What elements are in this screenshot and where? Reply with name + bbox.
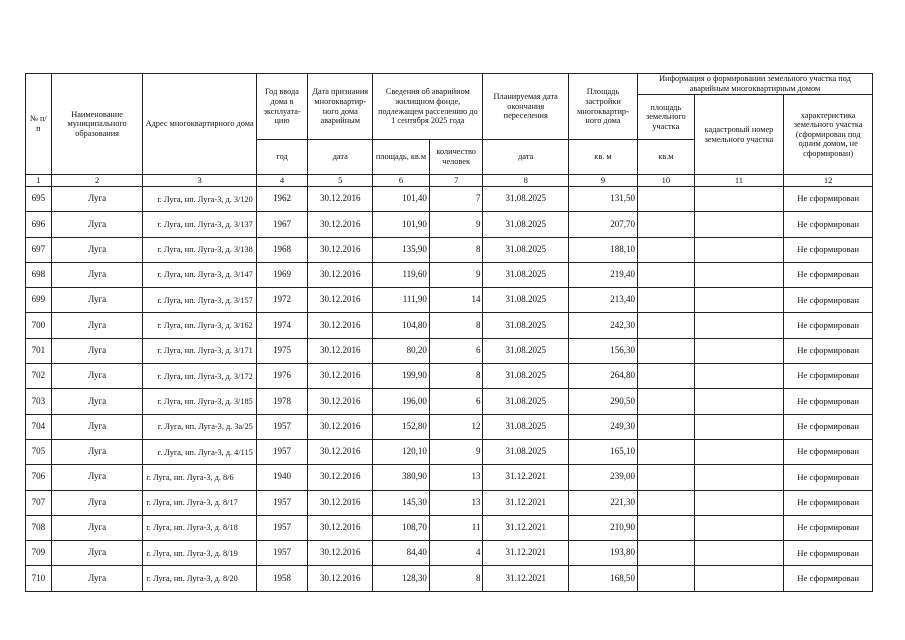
- address-cell: г. Луга, нп. Луга-3, д. 3/172: [143, 364, 256, 389]
- recognition-date-cell: 30.12.2016: [308, 364, 373, 389]
- table-row: [26, 212, 873, 237]
- area-cell: 119,60: [373, 262, 430, 287]
- year-cell: 1957: [256, 541, 308, 566]
- row-number: 707: [26, 490, 52, 515]
- land-area-cell: [638, 515, 695, 540]
- status-cell: Не сформирован: [784, 262, 873, 287]
- planned-date-cell: 31.08.2025: [483, 439, 569, 464]
- area-cell: 196,00: [373, 389, 430, 414]
- people-count-cell: 12: [429, 414, 483, 439]
- header-land-area: площадь земельного участка: [638, 95, 695, 140]
- recognition-date-cell: 30.12.2016: [308, 541, 373, 566]
- year-cell: 1962: [256, 187, 308, 212]
- year-cell: 1972: [256, 288, 308, 313]
- column-number: 2: [51, 175, 143, 187]
- planned-date-cell: 31.12.2021: [483, 515, 569, 540]
- area-cell: 111,90: [373, 288, 430, 313]
- planned-date-cell: 31.12.2021: [483, 490, 569, 515]
- header-recognition-date: Дата признания многоквартир-ного дома аварийным: [308, 74, 373, 140]
- building-area-cell: 207,70: [568, 212, 637, 237]
- cadastral-cell: [694, 414, 784, 439]
- area-cell: 101,90: [373, 212, 430, 237]
- land-area-cell: [638, 364, 695, 389]
- address-cell: г. Луга, нп. Луга-3, д. 4/115: [143, 439, 256, 464]
- recognition-date-cell: 30.12.2016: [308, 389, 373, 414]
- recognition-date-cell: 30.12.2016: [308, 237, 373, 262]
- address-cell: г. Луга, нп. Луга-3, д. 8/6: [143, 465, 256, 490]
- cadastral-cell: [694, 338, 784, 363]
- recognition-date-cell: 30.12.2016: [308, 212, 373, 237]
- unit-land-area: кв.м: [638, 140, 695, 175]
- land-area-cell: [638, 541, 695, 566]
- unit-people: количество человек: [429, 140, 483, 175]
- municipality-cell: Луга: [51, 212, 143, 237]
- status-cell: Не сформирован: [784, 187, 873, 212]
- recognition-date-cell: 30.12.2016: [308, 566, 373, 591]
- cadastral-cell: [694, 313, 784, 338]
- people-count-cell: 9: [429, 212, 483, 237]
- land-area-cell: [638, 338, 695, 363]
- table-row: [26, 439, 873, 464]
- year-cell: 1968: [256, 237, 308, 262]
- people-count-cell: 8: [429, 364, 483, 389]
- planned-date-cell: 31.08.2025: [483, 187, 569, 212]
- area-cell: 380,90: [373, 465, 430, 490]
- planned-date-cell: 31.12.2021: [483, 541, 569, 566]
- status-cell: Не сформирован: [784, 313, 873, 338]
- status-cell: Не сформирован: [784, 490, 873, 515]
- header-characteristic: характеристика земельного участка (сформирован под одним домом, не сформирован): [784, 95, 873, 175]
- year-cell: 1976: [256, 364, 308, 389]
- recognition-date-cell: 30.12.2016: [308, 439, 373, 464]
- municipality-cell: Луга: [51, 566, 143, 591]
- table-row: [26, 541, 873, 566]
- table-row: [26, 490, 873, 515]
- building-area-cell: 193,80: [568, 541, 637, 566]
- year-cell: 1957: [256, 490, 308, 515]
- row-number: 706: [26, 465, 52, 490]
- header-building-area: Площадь застройки многоквартир-ного дома: [568, 74, 637, 140]
- column-number: 9: [568, 175, 637, 187]
- cadastral-cell: [694, 439, 784, 464]
- status-cell: Не сформирован: [784, 541, 873, 566]
- unit-date: дата: [308, 140, 373, 175]
- address-cell: г. Луга, нп. Луга-3, д. 3/137: [143, 212, 256, 237]
- municipality-cell: Луга: [51, 313, 143, 338]
- table-row: [26, 288, 873, 313]
- status-cell: Не сформирован: [784, 212, 873, 237]
- address-cell: г. Луга, нп. Луга-3, д. 8/17: [143, 490, 256, 515]
- column-number: 8: [483, 175, 569, 187]
- building-area-cell: 264,80: [568, 364, 637, 389]
- area-cell: 145,30: [373, 490, 430, 515]
- row-number: 696: [26, 212, 52, 237]
- land-area-cell: [638, 566, 695, 591]
- municipality-cell: Луга: [51, 389, 143, 414]
- table-row: [26, 187, 873, 212]
- people-count-cell: 9: [429, 439, 483, 464]
- area-cell: 84,40: [373, 541, 430, 566]
- row-number: 703: [26, 389, 52, 414]
- municipality-cell: Луга: [51, 262, 143, 287]
- land-area-cell: [638, 187, 695, 212]
- address-cell: г. Луга, нп. Луга-3, д. 8/18: [143, 515, 256, 540]
- address-cell: г. Луга, нп. Луга-3, д. 3/147: [143, 262, 256, 287]
- area-cell: 104,80: [373, 313, 430, 338]
- address-cell: г. Луга, нп. Луга-3, д. 3/138: [143, 237, 256, 262]
- recognition-date-cell: 30.12.2016: [308, 338, 373, 363]
- planned-date-cell: 31.08.2025: [483, 389, 569, 414]
- building-area-cell: 219,40: [568, 262, 637, 287]
- recognition-date-cell: 30.12.2016: [308, 313, 373, 338]
- building-area-cell: 168,50: [568, 566, 637, 591]
- column-number: 12: [784, 175, 873, 187]
- area-cell: 120,10: [373, 439, 430, 464]
- area-cell: 152,80: [373, 414, 430, 439]
- column-number: 10: [638, 175, 695, 187]
- planned-date-cell: 31.08.2025: [483, 313, 569, 338]
- year-cell: 1957: [256, 439, 308, 464]
- address-cell: г. Луга, нп. Луга-3, д. 8/20: [143, 566, 256, 591]
- area-cell: 108,70: [373, 515, 430, 540]
- building-area-cell: 213,40: [568, 288, 637, 313]
- building-area-cell: 239,00: [568, 465, 637, 490]
- people-count-cell: 8: [429, 313, 483, 338]
- row-number: 695: [26, 187, 52, 212]
- column-number: 11: [694, 175, 784, 187]
- municipality-cell: Луга: [51, 338, 143, 363]
- header-planned-date: Планируемая дата окончания переселения: [483, 74, 569, 140]
- municipality-cell: Луга: [51, 187, 143, 212]
- row-number: 699: [26, 288, 52, 313]
- status-cell: Не сформирован: [784, 439, 873, 464]
- table-row: [26, 262, 873, 287]
- row-number: 700: [26, 313, 52, 338]
- recognition-date-cell: 30.12.2016: [308, 465, 373, 490]
- column-number: 7: [429, 175, 483, 187]
- land-area-cell: [638, 313, 695, 338]
- municipality-cell: Луга: [51, 364, 143, 389]
- land-area-cell: [638, 465, 695, 490]
- year-cell: 1975: [256, 338, 308, 363]
- planned-date-cell: 31.08.2025: [483, 288, 569, 313]
- status-cell: Не сформирован: [784, 414, 873, 439]
- planned-date-cell: 31.08.2025: [483, 237, 569, 262]
- header-address: Адрес многоквартирного дома: [143, 74, 256, 175]
- building-area-cell: 290,50: [568, 389, 637, 414]
- address-cell: г. Луга, нп. Луга-3, д. 3/185: [143, 389, 256, 414]
- status-cell: Не сформирован: [784, 389, 873, 414]
- address-cell: г. Луга, нп. Луга-3, д. 3/157: [143, 288, 256, 313]
- land-area-cell: [638, 262, 695, 287]
- land-area-cell: [638, 212, 695, 237]
- people-count-cell: 14: [429, 288, 483, 313]
- table-row: [26, 465, 873, 490]
- planned-date-cell: 31.12.2021: [483, 465, 569, 490]
- building-area-cell: 188,10: [568, 237, 637, 262]
- people-count-cell: 7: [429, 187, 483, 212]
- planned-date-cell: 31.08.2025: [483, 364, 569, 389]
- municipality-cell: Луга: [51, 439, 143, 464]
- table-row: [26, 313, 873, 338]
- table-row: [26, 566, 873, 591]
- people-count-cell: 4: [429, 541, 483, 566]
- municipality-cell: Луга: [51, 288, 143, 313]
- header-cadastral: кадастровый номер земельного участка: [694, 95, 784, 175]
- building-area-cell: 131,50: [568, 187, 637, 212]
- table-row: [26, 364, 873, 389]
- table-row: [26, 237, 873, 262]
- land-area-cell: [638, 288, 695, 313]
- area-cell: 101,40: [373, 187, 430, 212]
- recognition-date-cell: 30.12.2016: [308, 262, 373, 287]
- table-row: [26, 338, 873, 363]
- planned-date-cell: 31.12.2021: [483, 566, 569, 591]
- building-area-cell: 165,10: [568, 439, 637, 464]
- address-cell: г. Луга, нп. Луга-3, д. 3/171: [143, 338, 256, 363]
- municipality-cell: Луга: [51, 490, 143, 515]
- land-area-cell: [638, 439, 695, 464]
- area-cell: 135,90: [373, 237, 430, 262]
- row-number: 705: [26, 439, 52, 464]
- cadastral-cell: [694, 237, 784, 262]
- people-count-cell: 11: [429, 515, 483, 540]
- cadastral-cell: [694, 288, 784, 313]
- people-count-cell: 8: [429, 237, 483, 262]
- people-count-cell: 13: [429, 490, 483, 515]
- planned-date-cell: 31.08.2025: [483, 414, 569, 439]
- unit-area: площадь, кв.м: [373, 140, 430, 175]
- people-count-cell: 13: [429, 465, 483, 490]
- year-cell: 1967: [256, 212, 308, 237]
- address-cell: г. Луга, нп. Луга-3, д. 3/162: [143, 313, 256, 338]
- building-area-cell: 156,30: [568, 338, 637, 363]
- building-area-cell: 210,90: [568, 515, 637, 540]
- cadastral-cell: [694, 187, 784, 212]
- year-cell: 1940: [256, 465, 308, 490]
- municipality-cell: Луга: [51, 515, 143, 540]
- land-area-cell: [638, 490, 695, 515]
- status-cell: Не сформирован: [784, 566, 873, 591]
- status-cell: Не сформирован: [784, 288, 873, 313]
- recognition-date-cell: 30.12.2016: [308, 490, 373, 515]
- address-cell: г. Луга, нп. Луга-3, д. 8/19: [143, 541, 256, 566]
- table-row: [26, 414, 873, 439]
- column-number: 5: [308, 175, 373, 187]
- table-row: [26, 515, 873, 540]
- unit-planned: дата: [483, 140, 569, 175]
- row-number: 701: [26, 338, 52, 363]
- planned-date-cell: 31.08.2025: [483, 338, 569, 363]
- document-sheet: [25, 73, 873, 592]
- header-year-built: Год ввода дома в эксплуата-цию: [256, 74, 308, 140]
- status-cell: Не сформирован: [784, 364, 873, 389]
- column-number: 4: [256, 175, 308, 187]
- building-area-cell: 249,30: [568, 414, 637, 439]
- table-row: [26, 389, 873, 414]
- people-count-cell: 9: [429, 262, 483, 287]
- municipality-cell: Луга: [51, 414, 143, 439]
- year-cell: 1957: [256, 414, 308, 439]
- recognition-date-cell: 30.12.2016: [308, 515, 373, 540]
- municipality-cell: Луга: [51, 237, 143, 262]
- row-number: 709: [26, 541, 52, 566]
- planned-date-cell: 31.08.2025: [483, 212, 569, 237]
- year-cell: 1969: [256, 262, 308, 287]
- recognition-date-cell: 30.12.2016: [308, 187, 373, 212]
- column-number: 3: [143, 175, 256, 187]
- unit-build-area: кв. м: [568, 140, 637, 175]
- cadastral-cell: [694, 566, 784, 591]
- people-count-cell: 6: [429, 389, 483, 414]
- header-municipality: Наименование муниципального образования: [51, 74, 143, 175]
- cadastral-cell: [694, 490, 784, 515]
- year-cell: 1958: [256, 566, 308, 591]
- row-number: 704: [26, 414, 52, 439]
- header-num: № п/п: [26, 74, 52, 175]
- recognition-date-cell: 30.12.2016: [308, 414, 373, 439]
- people-count-cell: 6: [429, 338, 483, 363]
- cadastral-cell: [694, 515, 784, 540]
- row-number: 697: [26, 237, 52, 262]
- cadastral-cell: [694, 212, 784, 237]
- area-cell: 80,20: [373, 338, 430, 363]
- municipality-cell: Луга: [51, 541, 143, 566]
- unit-year: год: [256, 140, 308, 175]
- cadastral-cell: [694, 364, 784, 389]
- status-cell: Не сформирован: [784, 237, 873, 262]
- cadastral-cell: [694, 541, 784, 566]
- year-cell: 1974: [256, 313, 308, 338]
- row-number: 710: [26, 566, 52, 591]
- building-area-cell: 221,30: [568, 490, 637, 515]
- emergency-housing-table: [25, 73, 873, 592]
- row-number: 698: [26, 262, 52, 287]
- status-cell: Не сформирован: [784, 465, 873, 490]
- land-area-cell: [638, 414, 695, 439]
- header-emergency-info: Сведения об аварийном жилищном фонде, подлежащем расселению до 1 сентября 2025 года: [373, 74, 483, 140]
- recognition-date-cell: 30.12.2016: [308, 288, 373, 313]
- column-number: 6: [373, 175, 430, 187]
- row-number: 702: [26, 364, 52, 389]
- land-area-cell: [638, 389, 695, 414]
- cadastral-cell: [694, 262, 784, 287]
- area-cell: 128,30: [373, 566, 430, 591]
- people-count-cell: 8: [429, 566, 483, 591]
- row-number: 708: [26, 515, 52, 540]
- status-cell: Не сформирован: [784, 515, 873, 540]
- year-cell: 1978: [256, 389, 308, 414]
- column-number: 1: [26, 175, 52, 187]
- status-cell: Не сформирован: [784, 338, 873, 363]
- area-cell: 199,90: [373, 364, 430, 389]
- year-cell: 1957: [256, 515, 308, 540]
- address-cell: г. Луга, нп. Луга-3, д. 3а/25: [143, 414, 256, 439]
- planned-date-cell: 31.08.2025: [483, 262, 569, 287]
- cadastral-cell: [694, 389, 784, 414]
- cadastral-cell: [694, 465, 784, 490]
- land-area-cell: [638, 237, 695, 262]
- building-area-cell: 242,30: [568, 313, 637, 338]
- header-land-info: Информация о формировании земельного участка под аварийным многоквартирным домом: [638, 74, 873, 95]
- address-cell: г. Луга, нп. Луга-3, д. 3/120: [143, 187, 256, 212]
- municipality-cell: Луга: [51, 465, 143, 490]
